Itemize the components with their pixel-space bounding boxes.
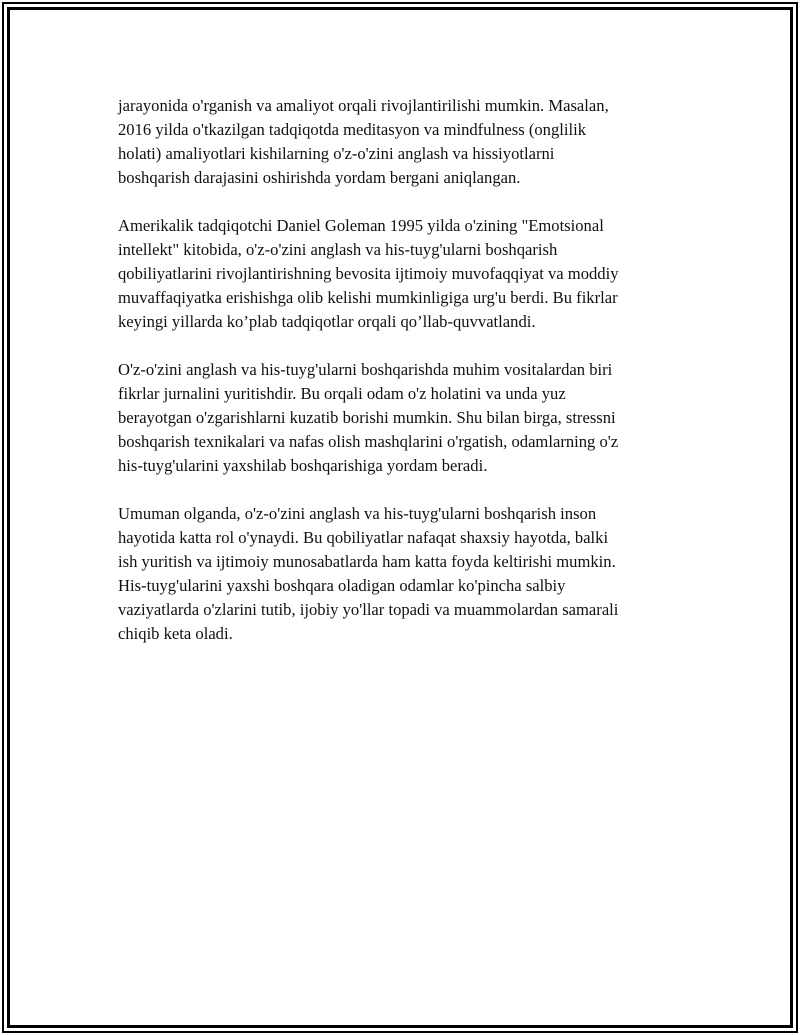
paragraph-2: Amerikalik tadqiqotchi Daniel Goleman 1995 yilda o'zining "Emotsional intellekt" kitobida, o'z-o'zini anglash va his-tuyg'ularni boshqarish qobiliyatlarini rivojlantirishning bevosita ijtimoiy muvofaqqiyat va moddiy muvaffaqiyatka erishishga olib kelishi mumkinligiga urg'u berdi. Bu fikrlar keyingi yillarda ko’plab tadqiqotlar orqali qo’llab-quvvatlandi.: [118, 216, 619, 331]
document-body: [118, 94, 690, 670]
paragraph-4: Umuman olganda, o'z-o'zini anglash va his-tuyg'ularni boshqarish inson hayotida katta rol o'ynaydi. Bu qobiliyatlar nafaqat shaxsiy hayotda, balki ish yuritish va ijtimoiy munosabatlarda ham katta foyda keltirishi mumkin. His-tuyg'ularini yaxshi boshqara oladigan odamlar ko'pincha salbiy vaziyatlarda o'zlarini tutib, ijobiy yo'llar topadi va muammolardan samarali chiqib keta oladi.: [118, 504, 619, 643]
paragraph-1: jarayonida o'rganish va amaliyot orqali rivojlantirilishi mumkin. Masalan, 2016 yilda o'tkazilgan tadqiqotda meditasyon va mindfulness (onglilik holati) amaliyotlari kishilarning o'z-o'zini anglash va hissiyotlarni boshqarish darajasini oshirishda yordam bergani aniqlangan.: [118, 96, 609, 187]
paragraph-3: O'z-o'zini anglash va his-tuyg'ularni boshqarishda muhim vositalardan biri fikrlar jurnalini yuritishdir. Bu orqali odam o'z holatini va unda yuz berayotgan o'zgarishlarni kuzatib borishi mumkin. Shu bilan birga, stressni boshqarish texnikalari va nafas olish mashqlarini o'rgatish, odamlarning o'z his-tuyg'ularini yaxshilab boshqarishiga yordam beradi.: [118, 360, 619, 475]
